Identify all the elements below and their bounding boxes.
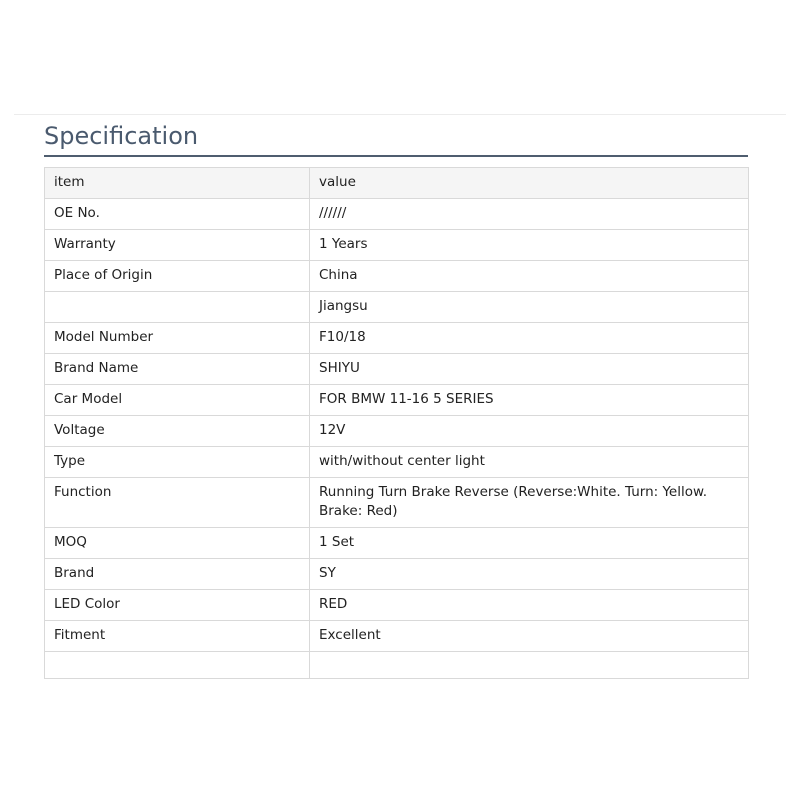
row-item: Car Model (45, 385, 310, 416)
row-value: 1 Set (310, 528, 749, 559)
table-row (45, 528, 749, 559)
row-item: Warranty (45, 230, 310, 261)
row-value: SY (310, 559, 749, 590)
table-row (45, 416, 749, 447)
specification-table (44, 167, 749, 679)
table-row-empty (45, 652, 749, 679)
table-row (45, 559, 749, 590)
table-row (45, 292, 749, 323)
row-value: with/without center light (310, 447, 749, 478)
row-item: Fitment (45, 621, 310, 652)
row-item: Brand (45, 559, 310, 590)
header-value: value (310, 168, 749, 199)
row-value: F10/18 (310, 323, 749, 354)
row-value: Running Turn Brake Reverse (Reverse:White. Turn: Yellow. Brake: Red) (310, 478, 749, 528)
table-row (45, 385, 749, 416)
table-row (45, 354, 749, 385)
section-title: Specification (44, 122, 199, 150)
table-row (45, 447, 749, 478)
table-row (45, 478, 749, 528)
row-item (45, 292, 310, 323)
row-item: MOQ (45, 528, 310, 559)
table-row (45, 261, 749, 292)
row-value: RED (310, 590, 749, 621)
row-value: China (310, 261, 749, 292)
row-item: Voltage (45, 416, 310, 447)
row-value: FOR BMW 11-16 5 SERIES (310, 385, 749, 416)
title-underline (44, 155, 748, 157)
header-item: item (45, 168, 310, 199)
row-value: 1 Years (310, 230, 749, 261)
row-value (310, 652, 749, 679)
table-header-row (45, 168, 749, 199)
row-value: SHIYU (310, 354, 749, 385)
row-value: Excellent (310, 621, 749, 652)
row-value: Jiangsu (310, 292, 749, 323)
table-row (45, 199, 749, 230)
row-item: LED Color (45, 590, 310, 621)
table-row (45, 621, 749, 652)
row-value: ////// (310, 199, 749, 230)
row-item: Place of Origin (45, 261, 310, 292)
row-item: Function (45, 478, 310, 528)
row-item: Type (45, 447, 310, 478)
top-divider (14, 114, 786, 115)
table-row (45, 323, 749, 354)
table-row (45, 590, 749, 621)
row-item: OE No. (45, 199, 310, 230)
row-item: Brand Name (45, 354, 310, 385)
row-item (45, 652, 310, 679)
row-value: 12V (310, 416, 749, 447)
row-item: Model Number (45, 323, 310, 354)
table-row (45, 230, 749, 261)
